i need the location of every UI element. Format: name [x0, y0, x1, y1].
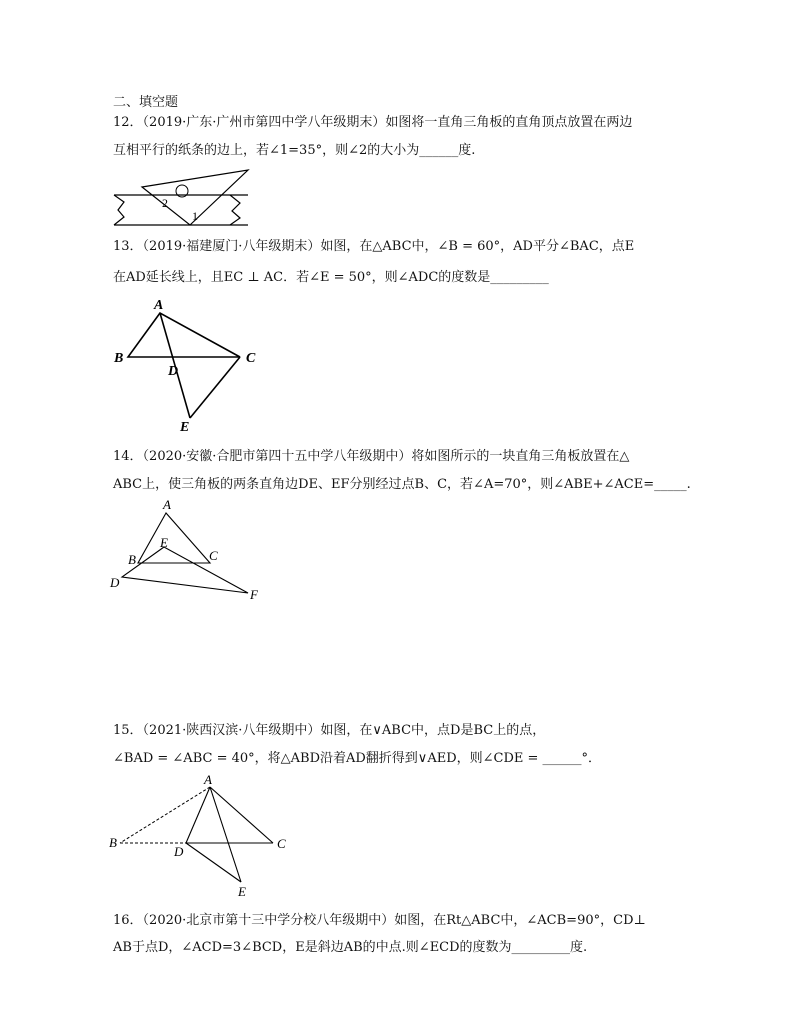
point-a-label: A	[204, 772, 212, 787]
question-15-number: 15．	[113, 723, 143, 738]
angle-label-1: 1	[192, 209, 198, 223]
question-16-number: 16．	[113, 913, 143, 928]
question-13-line-2: 在AD延长线上，且EC ⊥ AC．若∠E = 50°，则∠ADC的度数是_________	[113, 270, 549, 285]
segment-ce	[190, 357, 240, 418]
question-14-line-1: 14．（2020·安徽·合肥市第四十五中学八年级期中）将如图所示的一块直角三角板放置在△	[113, 449, 630, 464]
question-12-line-1: 12．（2019·广东·广州市第四中学八年级期末）如图将一直角三角板的直角顶点放置在两边	[113, 115, 633, 130]
section-title: 二、填空题	[113, 95, 179, 110]
point-c-label: C	[246, 351, 256, 366]
triangle-abc	[128, 313, 240, 357]
strip-right-tear	[230, 195, 240, 225]
point-d-label: D	[168, 364, 179, 379]
point-e-label: E	[160, 535, 168, 550]
point-a-label: A	[154, 298, 164, 313]
question-16-line-1: 16．（2020·北京市第十三中学分校八年级期中）如图，在Rt△ABC中，∠ACB=90°，CD⊥	[113, 913, 646, 928]
question-15-line-2: ∠BAD = ∠ABC = 40°，将△ABD沿着AD翻折得到∨AED，则∠CDE = ______°．	[113, 751, 602, 766]
question-16-line-2: AB于点D，∠ACD=3∠BCD，E是斜边AB的中点.则∠ECD的度数为_________度.	[113, 940, 588, 955]
point-a-label: A	[163, 497, 171, 512]
segment-de	[186, 843, 241, 882]
question-12-figure	[110, 165, 255, 230]
question-14-number: 14．	[113, 449, 143, 464]
question-12-number: 12．	[113, 115, 143, 130]
question-15-figure	[108, 772, 298, 902]
point-c-label: C	[209, 548, 218, 563]
question-13-figure	[110, 295, 270, 435]
question-14-figure	[108, 497, 268, 607]
point-b-label: B	[109, 835, 117, 850]
triangle-abc	[138, 513, 210, 563]
point-d-label: D	[110, 575, 120, 590]
point-e-label: E	[238, 884, 246, 899]
question-14-line-2: ABC上，使三角板的两条直角边DE、EF分别经过点B、C，若∠A=70°，则∠ABE+∠ACE=_____.	[113, 477, 691, 492]
point-c-label: C	[277, 836, 286, 851]
question-13-line-1: 13．（2019·福建厦门·八年级期末）如图，在△ABC中，∠B = 60°，AD平分∠BAC，点E	[113, 239, 635, 254]
point-b-label: B	[128, 552, 136, 567]
question-15-line-1: 15．（2021·陕西汉滨·八年级期中）如图，在∨ABC中，点D是BC上的点，	[113, 723, 546, 738]
segment-ad	[186, 787, 210, 843]
segment-ab-dashed	[120, 787, 210, 843]
angle-label-2: 2	[162, 196, 168, 210]
point-e-label: E	[180, 420, 190, 435]
point-b-label: B	[114, 351, 124, 366]
set-square-def	[122, 547, 248, 593]
question-13-number: 13．	[113, 239, 143, 254]
point-f-label: F	[250, 587, 258, 602]
strip-left-tear	[114, 195, 124, 225]
point-d-label: D	[174, 844, 184, 859]
question-12-line-2: 互相平行的纸条的边上，若∠1=35°，则∠2的大小为______度.	[113, 143, 476, 158]
